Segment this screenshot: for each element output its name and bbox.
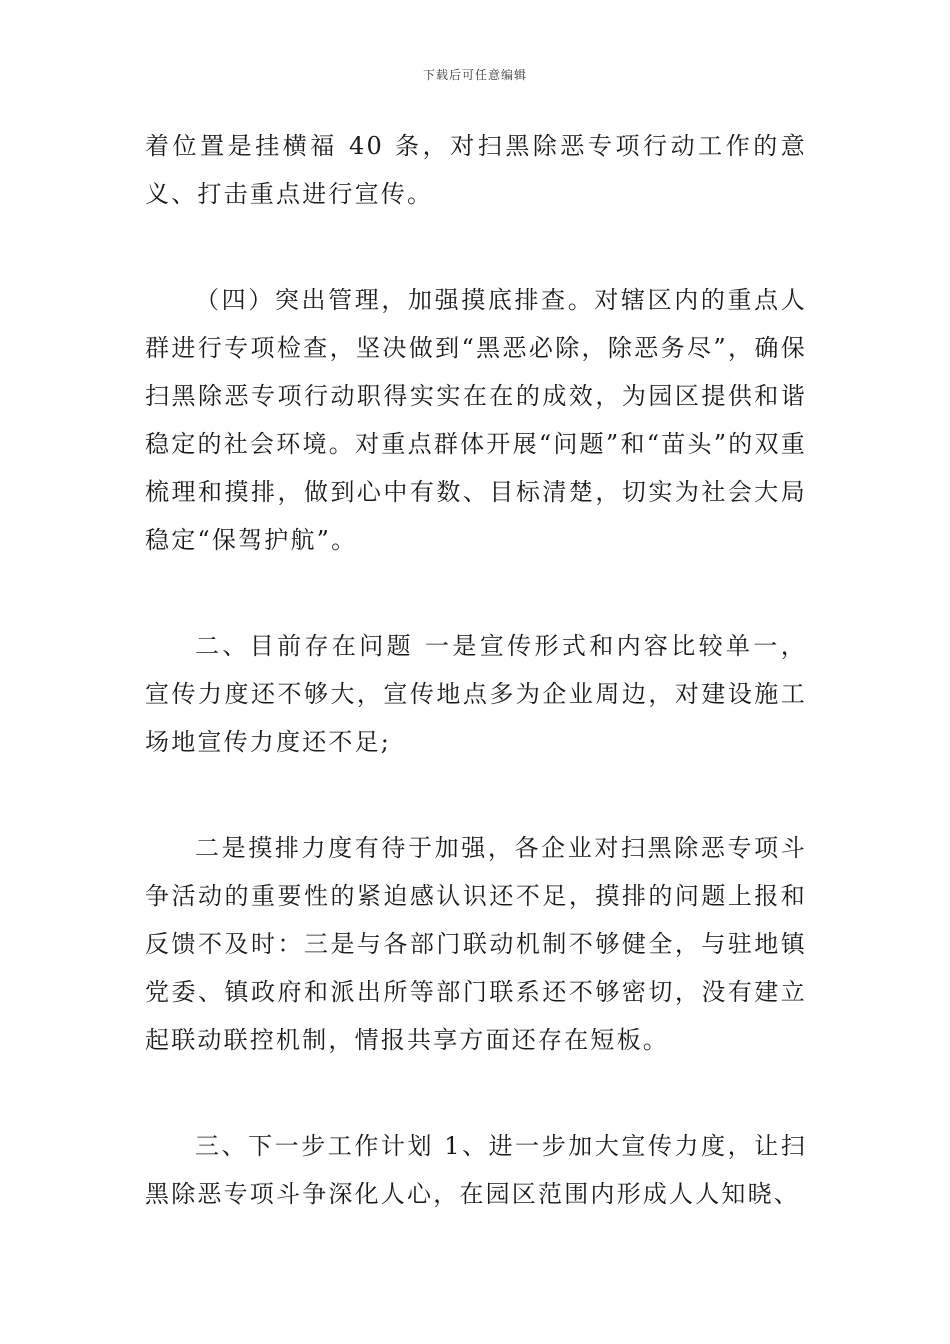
paragraph-gap xyxy=(145,1064,807,1122)
page-header: 下载后可任意编辑 xyxy=(422,68,527,82)
paragraph-section-four: （四）突出管理，加强摸底排查。对辖区内的重点人群进行专项检查，坚决做到“黑恶必除，除恶务尽”，确保扫黑除恶专项行动职得实实在在的成效，为园区提供和谐稳定的社会环境。对重点群体开展“问题”和“苗头”的双重梳理和摸排，做到心中有数、目标清楚，切实为社会大局稳定“保驾护航”。 xyxy=(145,286,807,554)
paragraph-gap xyxy=(145,766,807,824)
document-body xyxy=(145,122,807,1218)
paragraph-gap xyxy=(145,218,807,276)
paragraph-current-problems: 二、目前存在问题 一是宣传形式和内容比较单一，宣传力度还不够大，宣传地点多为企业周边，对建设施工场地宣传力度还不足; xyxy=(145,632,807,756)
paragraph-next-steps: 三、下一步工作计划 1、进一步加大宣传力度，让扫黑除恶专项斗争深化人心，在园区范围内形成人人知晓、 xyxy=(145,1132,807,1208)
paragraph-problem-two: 二是摸排力度有待于加强，各企业对扫黑除恶专项斗争活动的重要性的紧迫感认识还不足，摸排的问题上报和反馈不及时：三是与各部门联动机制不够健全，与驻地镇党委、镇政府和派出所等部门联系还不够密切，没有建立起联动联控机制，情报共享方面还存在短板。 xyxy=(145,834,807,1054)
paragraph-continued: 着位置是挂横福 40 条，对扫黑除恶专项行动工作的意义、打击重点进行宣传。 xyxy=(145,132,807,208)
paragraph-gap xyxy=(145,564,807,622)
